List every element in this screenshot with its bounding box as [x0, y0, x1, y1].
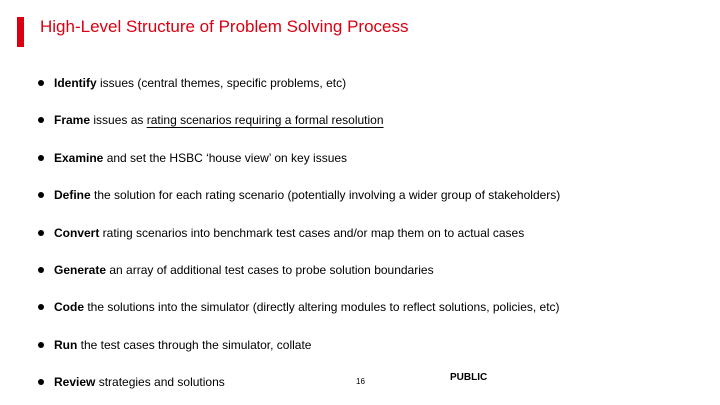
- bullet-text: rating scenarios into benchmark test cases and/or map them on to actual cases: [99, 226, 525, 240]
- bullet-keyword: Examine: [54, 151, 104, 165]
- bullet-dot-icon: [38, 267, 44, 273]
- bullet-dot-icon: [38, 304, 44, 310]
- bullet-keyword: Convert: [54, 226, 100, 240]
- bullet-text: issues (central themes, specific problems, etc): [96, 76, 347, 90]
- bullet-text: an array of additional test cases to probe solution boundaries: [106, 263, 434, 277]
- bullet-frame: [38, 111, 384, 129]
- bullet-run: [38, 336, 311, 354]
- bullet-review: [38, 373, 225, 391]
- bullet-convert: [38, 224, 524, 242]
- bullet-code: [38, 298, 560, 316]
- bullet-keyword: Code: [54, 300, 84, 314]
- bullet-keyword: Frame: [54, 113, 91, 127]
- bullet-keyword: Run: [54, 338, 78, 352]
- bullet-dot-icon: [38, 230, 44, 236]
- bullet-text: strategies and solutions: [95, 375, 225, 389]
- bullet-keyword: Generate: [54, 263, 107, 277]
- bullet-text: issues as: [90, 113, 147, 127]
- bullet-define: [38, 186, 560, 204]
- classification-label: PUBLIC: [450, 372, 488, 383]
- bullet-identify: [38, 74, 346, 92]
- bullet-text: the test cases through the simulator, collate: [77, 338, 312, 352]
- bullet-keyword: Review: [54, 375, 96, 389]
- bullet-dot-icon: [38, 155, 44, 161]
- bullet-text: the solutions into the simulator (directly altering modules to reflect solutions, policies, etc): [84, 300, 560, 314]
- bullet-underlined-text: rating scenarios requiring a formal resolution: [146, 113, 384, 127]
- page-number: 16: [356, 377, 365, 386]
- bullet-generate: [38, 261, 434, 279]
- bullet-dot-icon: [38, 192, 44, 198]
- bullet-dot-icon: [38, 80, 44, 86]
- bullet-examine: [38, 149, 347, 167]
- bullet-dot-icon: [38, 117, 44, 123]
- bullet-dot-icon: [38, 342, 44, 348]
- bullet-text: the solution for each rating scenario (potentially involving a wider group of stakeholders): [90, 188, 561, 202]
- bullet-dot-icon: [38, 379, 44, 385]
- bullet-text: and set the HSBC ‘house view’ on key issues: [103, 151, 348, 165]
- bullet-keyword: Define: [54, 188, 91, 202]
- bullet-keyword: Identify: [54, 76, 97, 90]
- page-title: High-Level Structure of Problem Solving Process: [40, 17, 409, 36]
